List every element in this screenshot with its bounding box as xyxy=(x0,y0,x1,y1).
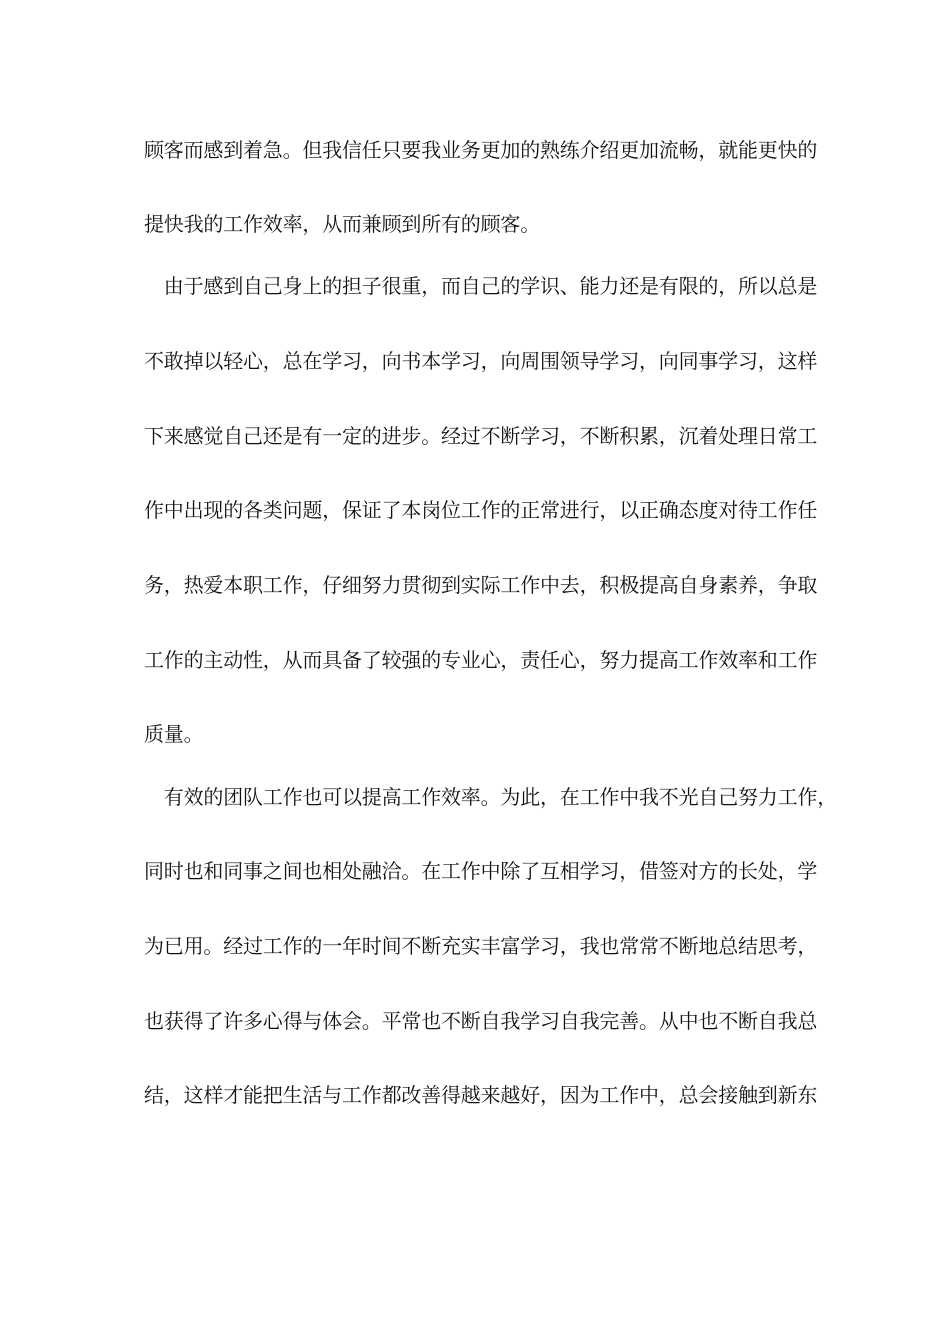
text-line: 为已用。经过工作的一年时间不断充实丰富学习，我也常常不断地总结思考， xyxy=(144,934,818,958)
paragraph-start-line: 有效的团队工作也可以提高工作效率。为此，在工作中我不光自己努力工作， xyxy=(144,785,837,809)
text-line: 质量。 xyxy=(144,722,204,746)
text-line: 提快我的工作效率，从而兼顾到所有的顾客。 xyxy=(144,212,540,236)
text-line: 不敢掉以轻心，总在学习，向书本学习，向周围领导学习，向同事学习，这样 xyxy=(144,349,818,373)
text-line: 工作的主动性，从而具备了较强的专业心，责任心，努力提高工作效率和工作 xyxy=(144,648,818,672)
paragraph-start-line: 由于感到自己身上的担子很重，而自己的学识、能力还是有限的，所以总是 xyxy=(144,274,818,298)
text-line: 结，这样才能把生活与工作都改善得越来越好，因为工作中，总会接触到新东 xyxy=(144,1083,818,1107)
text-line: 作中出现的各类问题，保证了本岗位工作的正常进行，以正确态度对待工作任 xyxy=(144,498,818,522)
text-line: 同时也和同事之间也相处融洽。在工作中除了互相学习，借签对方的长处，学 xyxy=(144,859,818,883)
text-line: 顾客而感到着急。但我信任只要我业务更加的熟练介绍更加流畅，就能更快的 xyxy=(144,138,818,162)
text-line: 务，热爱本职工作，仔细努力贯彻到实际工作中去，积极提高自身素养，争取 xyxy=(144,573,818,597)
text-line: 也获得了许多心得与体会。平常也不断自我学习自我完善。从中也不断自我总 xyxy=(144,1009,818,1033)
text-line: 下来感觉自己还是有一定的进步。经过不断学习，不断积累，沉着处理日常工 xyxy=(144,424,818,448)
